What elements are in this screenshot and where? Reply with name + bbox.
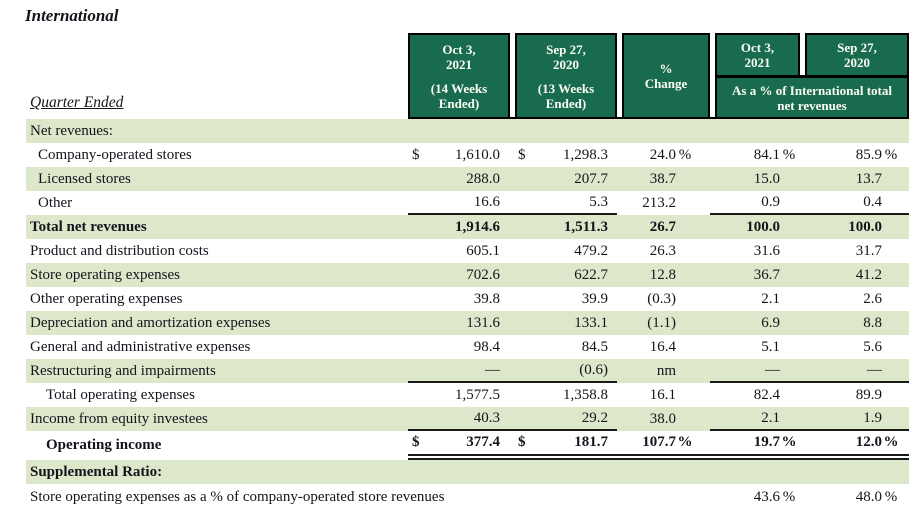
section-title: International (25, 6, 119, 25)
cell-value: 24.0 (649, 146, 676, 163)
cell-col4 (710, 215, 800, 239)
row-label: Supplemental Ratio: (30, 463, 163, 480)
cell-value: 377.4 (466, 434, 500, 450)
cell-value: 38.7 (649, 170, 676, 187)
percent-sign: % (678, 146, 692, 163)
cell-col1 (408, 311, 510, 335)
percent-sign: % (884, 146, 898, 163)
cell-value: 31.6 (753, 242, 780, 259)
cell-col2 (510, 239, 617, 263)
cell-col2 (510, 215, 617, 239)
cell-col1 (408, 287, 510, 311)
dollar-sign: $ (412, 434, 420, 450)
cell-value: 479.2 (574, 242, 608, 259)
cell-value: — (485, 361, 500, 378)
cell-value: 38.0 (649, 410, 676, 427)
table-header (408, 33, 909, 119)
cell-value: 82.4 (753, 386, 780, 403)
header-date-line: 2021 (446, 57, 472, 72)
cell-col4 (710, 311, 800, 335)
cell-col1 (408, 263, 510, 287)
table-row (26, 383, 909, 407)
cell-col5 (800, 335, 909, 359)
cell-value: 622.7 (574, 266, 608, 283)
cell-col3 (617, 191, 710, 215)
cell-value: 181.7 (574, 434, 608, 450)
cell-value: 26.3 (649, 242, 676, 259)
percent-sign: % (782, 146, 796, 163)
cell-col2 (510, 167, 617, 191)
cell-col2 (510, 460, 617, 484)
row-label: Net revenues: (30, 122, 113, 139)
cell-col2 (510, 191, 617, 215)
cell-value: 16.6 (473, 193, 500, 210)
cell-col4 (710, 335, 800, 359)
cell-value: 1,298.3 (563, 146, 608, 163)
cell-col4 (710, 167, 800, 191)
row-label: Restructuring and impairments (30, 362, 216, 379)
cell-value: 288.0 (466, 170, 500, 187)
cell-col5 (800, 407, 909, 431)
header-weeks-line: (14 Weeks (430, 81, 488, 96)
header-date-line: 2020 (844, 55, 870, 70)
cell-col1 (408, 407, 510, 431)
row-label-header: Quarter Ended (30, 94, 124, 111)
cell-col3 (617, 359, 710, 383)
row-label: Store operating expenses (30, 266, 180, 283)
table-row (26, 359, 909, 383)
cell-value: 2.1 (761, 290, 780, 307)
cell-value: 39.8 (473, 290, 500, 307)
row-label: Operating income (46, 437, 162, 453)
cell-col3 (617, 119, 710, 143)
percent-sign: % (884, 489, 898, 505)
header-span-as-pct-of-international: As a % of International total net revenues (715, 75, 909, 117)
row-label: Licensed stores (38, 170, 131, 187)
cell-value: 31.7 (855, 242, 882, 259)
cell-value: 8.8 (863, 314, 882, 331)
cell-col2 (510, 311, 617, 335)
cell-col4 (710, 484, 800, 511)
cell-value: 131.6 (466, 314, 500, 331)
cell-value: 100.0 (848, 218, 882, 235)
cell-col2 (510, 335, 617, 359)
row-label: Store operating expenses as a % of company-operated store revenues (30, 489, 445, 505)
cell-value: 1,914.6 (455, 218, 500, 235)
cell-col4 (710, 383, 800, 407)
header-pct-line: % (659, 61, 673, 76)
cell-col4 (710, 460, 800, 484)
table-row (26, 143, 909, 167)
cell-value: 29.2 (581, 409, 608, 426)
cell-col3 (617, 335, 710, 359)
cell-col5 (800, 383, 909, 407)
table-row (26, 335, 909, 359)
cell-col4 (710, 191, 800, 215)
cell-value: 133.1 (574, 314, 608, 331)
cell-value: 89.9 (855, 386, 882, 403)
cell-col3 (617, 460, 710, 484)
cell-col2 (510, 287, 617, 311)
table-row (26, 484, 909, 511)
row-label: Other (38, 194, 73, 211)
cell-col2 (510, 359, 617, 383)
cell-value: 48.0 (855, 489, 882, 505)
cell-col4 (710, 431, 800, 460)
cell-value: 1.9 (863, 409, 882, 426)
cell-col3 (617, 431, 710, 460)
cell-col1 (408, 335, 510, 359)
percent-sign: % (781, 434, 797, 450)
table-row (26, 311, 909, 335)
cell-col5 (800, 311, 909, 335)
cell-col2 (510, 119, 617, 143)
cell-value: (1.1) (647, 314, 676, 331)
cell-value: 1,511.3 (563, 218, 608, 235)
cell-value: 213.2 (642, 194, 676, 211)
cell-col5 (800, 431, 909, 460)
cell-value: 39.9 (581, 290, 608, 307)
percent-sign: % (677, 434, 693, 450)
cell-value: 5.1 (761, 338, 780, 355)
table-row (26, 431, 909, 460)
cell-col5 (800, 167, 909, 191)
cell-value: 12.0 (855, 434, 882, 450)
header-date-line: Sep 27, (546, 42, 586, 57)
cell-value: 1,577.5 (455, 386, 500, 403)
header-col-sep-2020 (515, 33, 617, 117)
cell-value: 0.4 (863, 193, 882, 210)
cell-col5 (800, 484, 909, 511)
cell-col5 (800, 215, 909, 239)
table-body (0, 119, 909, 511)
cell-col1 (408, 119, 510, 143)
cell-value: 2.6 (863, 290, 882, 307)
cell-col5 (800, 119, 909, 143)
cell-value: 1,358.8 (563, 386, 608, 403)
cell-col3 (617, 239, 710, 263)
header-date-line: Oct 3, (740, 40, 775, 55)
row-label: Total net revenues (30, 218, 147, 235)
cell-value: 40.3 (473, 409, 500, 426)
cell-col4 (710, 359, 800, 383)
cell-value: 1,610.0 (455, 146, 500, 163)
cell-col3 (617, 383, 710, 407)
cell-value: 5.6 (863, 338, 882, 355)
cell-value: 6.9 (761, 314, 780, 331)
cell-col5 (800, 239, 909, 263)
cell-col3 (617, 287, 710, 311)
cell-col1 (408, 484, 510, 511)
cell-value: 13.7 (855, 170, 882, 187)
cell-value: 84.1 (753, 146, 780, 163)
dollar-sign: $ (518, 146, 526, 163)
header-pct-line: Change (644, 76, 688, 91)
table-row (26, 263, 909, 287)
header-pct-of-revenues-block (715, 33, 909, 117)
cell-value: 12.8 (649, 266, 676, 283)
cell-value: — (867, 361, 882, 378)
header-col-oct-2021-pct (715, 33, 800, 75)
row-label: Depreciation and amortization expenses (30, 314, 271, 331)
cell-value: 207.7 (574, 170, 608, 187)
cell-value: (0.6) (579, 361, 608, 378)
cell-col2 (510, 143, 617, 167)
cell-col3 (617, 263, 710, 287)
cell-col3 (617, 311, 710, 335)
cell-value: 100.0 (746, 218, 780, 235)
cell-col3 (617, 143, 710, 167)
row-label: Income from equity investees (30, 410, 208, 427)
cell-value: — (765, 361, 780, 378)
table-row (26, 119, 909, 143)
row-label: Total operating expenses (46, 386, 195, 403)
cell-value: 16.1 (649, 386, 676, 403)
cell-col5 (800, 460, 909, 484)
cell-col2 (510, 263, 617, 287)
cell-value: nm (656, 362, 676, 379)
cell-col1 (408, 239, 510, 263)
cell-col1 (408, 460, 510, 484)
dollar-sign: $ (518, 434, 526, 450)
cell-col4 (710, 119, 800, 143)
header-date-line: 2020 (553, 57, 579, 72)
cell-col1 (408, 431, 510, 460)
cell-col2 (510, 431, 617, 460)
table-row (26, 239, 909, 263)
cell-col4 (710, 263, 800, 287)
cell-value: 702.6 (466, 266, 500, 283)
cell-value: 43.6 (753, 489, 780, 505)
cell-col4 (710, 239, 800, 263)
header-col-oct-2021 (408, 33, 510, 117)
cell-value: 0.9 (761, 193, 780, 210)
dollar-sign: $ (412, 146, 420, 163)
row-label: Product and distribution costs (30, 242, 209, 259)
header-weeks-line: (13 Weeks (537, 81, 595, 96)
table-row (26, 167, 909, 191)
header-col-pct-change (622, 33, 710, 117)
cell-col1 (408, 359, 510, 383)
cell-col1 (408, 383, 510, 407)
cell-col3 (617, 215, 710, 239)
table-row (26, 215, 909, 239)
cell-col5 (800, 287, 909, 311)
cell-col1 (408, 215, 510, 239)
cell-value: (0.3) (647, 290, 676, 307)
row-label: Other operating expenses (30, 290, 183, 307)
cell-value: 5.3 (589, 193, 608, 210)
cell-col5 (800, 191, 909, 215)
cell-col4 (710, 407, 800, 431)
header-weeks-line: Ended) (438, 96, 480, 111)
header-weeks-line: Ended) (545, 96, 587, 111)
cell-value: 605.1 (466, 242, 500, 259)
cell-col5 (800, 263, 909, 287)
header-date-line: 2021 (744, 55, 771, 70)
cell-col4 (710, 287, 800, 311)
row-label: General and administrative expenses (30, 338, 251, 355)
cell-value: 26.7 (649, 218, 676, 235)
table-row (26, 191, 909, 215)
cell-col1 (408, 167, 510, 191)
cell-value: 107.7 (642, 434, 676, 450)
cell-col4 (710, 143, 800, 167)
cell-value: 15.0 (753, 170, 780, 187)
cell-col3 (617, 407, 710, 431)
cell-value: 41.2 (855, 266, 882, 283)
table-row (26, 460, 909, 484)
header-date-line: Sep 27, (837, 40, 877, 55)
cell-col1 (408, 191, 510, 215)
cell-col5 (800, 359, 909, 383)
percent-sign: % (782, 489, 796, 505)
header-col-sep-2020-pct (805, 33, 909, 75)
cell-col2 (510, 484, 617, 511)
cell-col3 (617, 167, 710, 191)
cell-value: 2.1 (761, 409, 780, 426)
cell-col2 (510, 383, 617, 407)
table-row (26, 407, 909, 431)
percent-sign: % (883, 434, 899, 450)
cell-value: 84.5 (581, 338, 608, 355)
cell-value: 98.4 (473, 338, 500, 355)
cell-value: 85.9 (855, 146, 882, 163)
cell-col1 (408, 143, 510, 167)
cell-value: 19.7 (753, 434, 780, 450)
cell-col2 (510, 407, 617, 431)
header-date-line: Oct 3, (442, 42, 476, 57)
cell-value: 36.7 (753, 266, 780, 283)
row-label: Company-operated stores (38, 146, 192, 163)
cell-value: 16.4 (649, 338, 676, 355)
cell-col3 (617, 484, 710, 511)
cell-col5 (800, 143, 909, 167)
table-row (26, 287, 909, 311)
